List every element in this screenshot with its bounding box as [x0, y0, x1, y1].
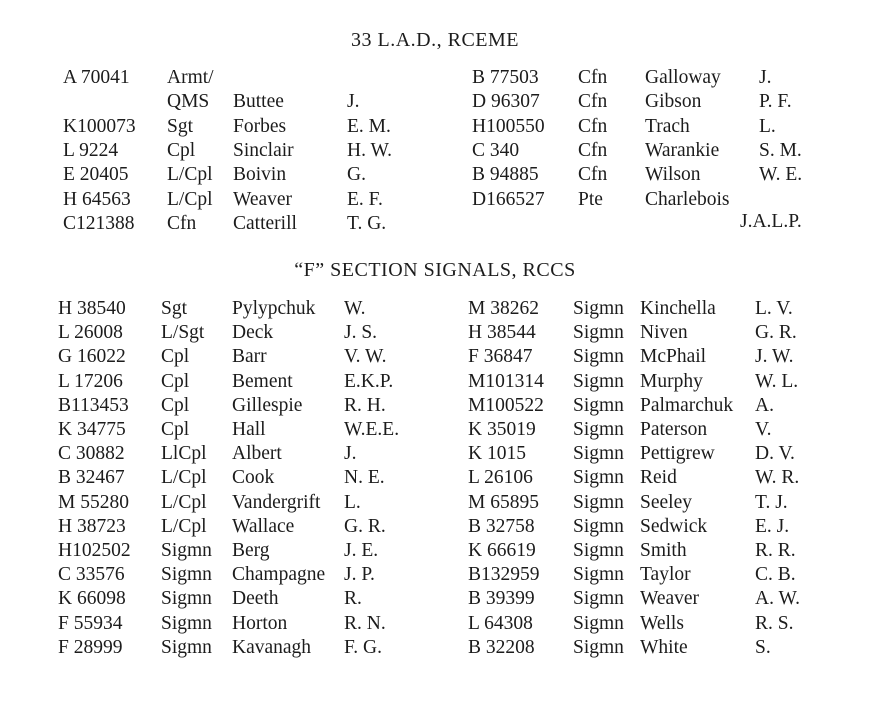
service-number: L 64308 [468, 612, 533, 634]
service-number: H 38540 [58, 298, 126, 319]
surname: Paterson [640, 419, 708, 440]
surname: Forbes [233, 115, 287, 137]
rank: Sigmn [161, 540, 212, 561]
rank: Sigmn [161, 612, 212, 634]
initials: R. S. [755, 612, 794, 634]
surname: Galloway [645, 67, 721, 88]
surname: Taylor [640, 564, 691, 586]
surname: Wilson [645, 164, 701, 186]
rank: Sigmn [573, 346, 624, 368]
service-number: D 96307 [472, 91, 540, 113]
rank: Sigmn [573, 322, 624, 344]
initials: H. W. [347, 139, 392, 161]
service-number: C 33576 [58, 564, 125, 586]
surname: Niven [640, 322, 688, 344]
rank: Sgt [167, 115, 194, 137]
rank: Sigmn [573, 612, 624, 634]
surname: Deck [232, 322, 274, 344]
surname: Wells [640, 612, 684, 634]
service-number: F 36847 [468, 346, 533, 368]
rank: Cpl [161, 346, 190, 368]
initials: J. W. [755, 346, 794, 368]
rank: Sigmn [573, 394, 624, 416]
surname: Charlebois [645, 188, 730, 210]
rank: Cpl [161, 394, 190, 416]
initials: R. N. [344, 612, 386, 634]
initials: G. [347, 164, 366, 186]
initials: J. P. [344, 564, 375, 586]
rank: L/Cpl [161, 467, 207, 489]
service-number: M100522 [468, 394, 544, 416]
initials: G. R. [755, 322, 797, 344]
rank: Sigmn [573, 588, 624, 610]
initials: W.E.E. [344, 419, 400, 440]
rank: Sigmn [573, 540, 624, 561]
rank: Sigmn [573, 370, 624, 392]
signals-heading: “F” SECTION SIGNALS, RCCS [294, 259, 576, 281]
service-number: L 17206 [58, 370, 123, 392]
surname: Horton [232, 612, 288, 634]
service-number: B 94885 [472, 164, 539, 186]
rank: Cpl [161, 419, 190, 440]
surname: Kavanagh [232, 636, 312, 658]
initials: W. R. [755, 467, 800, 489]
initials: F. G. [344, 636, 382, 658]
surname: Seeley [640, 491, 692, 513]
surname: McPhail [640, 346, 707, 368]
service-number: K 35019 [468, 419, 536, 440]
surname: Gibson [645, 91, 702, 113]
initials: R. [344, 588, 362, 610]
initials: J. [347, 91, 360, 113]
surname: Champagne [232, 564, 326, 586]
service-number: M101314 [468, 370, 544, 392]
initials: T. G. [347, 212, 387, 234]
service-number: K 66098 [58, 588, 126, 610]
service-number: D166527 [472, 188, 545, 210]
service-number: H 38544 [468, 322, 536, 344]
rank: L/Cpl [167, 188, 213, 210]
initials: R. H. [344, 394, 386, 416]
service-number: F 55934 [58, 612, 123, 634]
initials: L. [759, 115, 776, 137]
service-number: B 32758 [468, 515, 535, 537]
service-number: H100550 [472, 115, 545, 137]
initials: E. F. [347, 188, 383, 210]
rank: Sigmn [573, 491, 624, 513]
rank: Sgt [161, 298, 188, 319]
surname: Weaver [640, 588, 700, 610]
initials: G. R. [344, 515, 386, 537]
surname: Sedwick [640, 515, 708, 537]
surname: Boivin [233, 164, 287, 186]
service-number: H 64563 [63, 188, 131, 210]
surname: Sinclair [233, 139, 294, 161]
rank: Cpl [167, 139, 196, 161]
rank: Sigmn [573, 419, 624, 440]
surname: Smith [640, 540, 687, 561]
initials: D. V. [755, 443, 795, 465]
service-number: B 77503 [472, 67, 539, 88]
surname: Reid [640, 467, 677, 489]
lad-heading: 33 L.A.D., RCEME [351, 29, 519, 51]
rank: Cfn [578, 91, 608, 113]
surname: Pettigrew [640, 443, 715, 465]
surname: White [640, 636, 688, 658]
service-number: A 70041 [63, 67, 130, 88]
rank: QMS [167, 91, 210, 113]
surname: Murphy [640, 370, 703, 392]
surname: Hall [232, 419, 266, 440]
rank: Cfn [167, 212, 197, 234]
service-number: M 65895 [468, 491, 539, 513]
service-number: L 26106 [468, 467, 533, 489]
rank: Pte [578, 188, 603, 210]
initials: T. J. [755, 491, 788, 513]
rank: Cfn [578, 164, 608, 186]
initials: J. S. [344, 322, 378, 344]
service-number: B 32208 [468, 636, 535, 658]
initials: W. L. [755, 370, 799, 392]
service-number: K100073 [63, 115, 136, 137]
initials: J. [344, 443, 357, 465]
service-number: B113453 [58, 394, 129, 416]
rank: Sigmn [161, 564, 212, 586]
surname: Pylypchuk [232, 298, 316, 319]
initials: V. W. [344, 346, 387, 368]
surname: Weaver [233, 188, 293, 210]
initials: P. F. [759, 91, 792, 113]
service-number: C 340 [472, 139, 520, 161]
rank: Sigmn [573, 564, 624, 586]
rank: Sigmn [573, 298, 624, 319]
rank: Sigmn [573, 467, 624, 489]
surname: Kinchella [640, 298, 716, 319]
initials: A. W. [755, 588, 800, 610]
service-number: C121388 [63, 212, 135, 234]
service-number: K 1015 [468, 443, 526, 465]
initials: L. V. [755, 298, 793, 319]
rank: LlCpl [161, 443, 207, 465]
rank: Sigmn [161, 588, 212, 610]
surname: Wallace [232, 515, 295, 537]
surname: Bement [232, 370, 293, 392]
initials: W. [344, 298, 366, 319]
surname: Trach [645, 115, 690, 137]
initials: J. E. [344, 540, 379, 561]
rank: Cfn [578, 115, 608, 137]
rank: Sigmn [573, 636, 624, 658]
initials: E. M. [347, 115, 391, 137]
service-number: B 32467 [58, 467, 125, 489]
rank: Sigmn [573, 515, 624, 537]
rank: Sigmn [161, 636, 212, 658]
service-number: H 38723 [58, 515, 126, 537]
surname: Warankie [645, 139, 720, 161]
service-number: K 66619 [468, 540, 536, 561]
rank: Cpl [161, 370, 190, 392]
service-number: C 30882 [58, 443, 125, 465]
initials: W. E. [759, 164, 803, 186]
initials: J. [759, 67, 772, 88]
surname: Catterill [233, 212, 297, 234]
surname: Barr [232, 346, 267, 368]
surname: Albert [232, 443, 282, 465]
surname: Vandergrift [232, 491, 321, 513]
service-number: M 38262 [468, 298, 539, 319]
signature-initials: J.A.L.P. [740, 211, 802, 232]
service-number: B132959 [468, 564, 540, 586]
rank: Armt/ [167, 67, 214, 88]
service-number: F 28999 [58, 636, 123, 658]
initials: C. B. [755, 564, 796, 586]
service-number: E 20405 [63, 164, 129, 186]
rank: L/Sgt [161, 322, 205, 344]
service-number: L 9224 [63, 139, 119, 161]
service-number: L 26008 [58, 322, 123, 344]
initials: S. M. [759, 139, 802, 161]
rank: Cfn [578, 139, 608, 161]
initials: E. J. [755, 515, 790, 537]
rank: L/Cpl [161, 515, 207, 537]
rank: Sigmn [573, 443, 624, 465]
surname: Palmarchuk [640, 394, 734, 416]
service-number: M 55280 [58, 491, 129, 513]
surname: Deeth [232, 588, 279, 610]
surname: Buttee [233, 91, 284, 113]
rank: L/Cpl [167, 164, 213, 186]
initials: V. [755, 419, 772, 440]
service-number: K 34775 [58, 419, 126, 440]
rank: L/Cpl [161, 491, 207, 513]
service-number: H102502 [58, 540, 131, 561]
initials: L. [344, 491, 361, 513]
initials: A. [755, 394, 774, 416]
initials: S. [755, 636, 771, 658]
initials: E.K.P. [344, 370, 394, 392]
initials: R. R. [755, 540, 796, 561]
surname: Cook [232, 467, 275, 489]
service-number: B 39399 [468, 588, 535, 610]
surname: Gillespie [232, 394, 303, 416]
surname: Berg [232, 540, 270, 561]
service-number: G 16022 [58, 346, 126, 368]
initials: N. E. [344, 467, 385, 489]
rank: Cfn [578, 67, 608, 88]
